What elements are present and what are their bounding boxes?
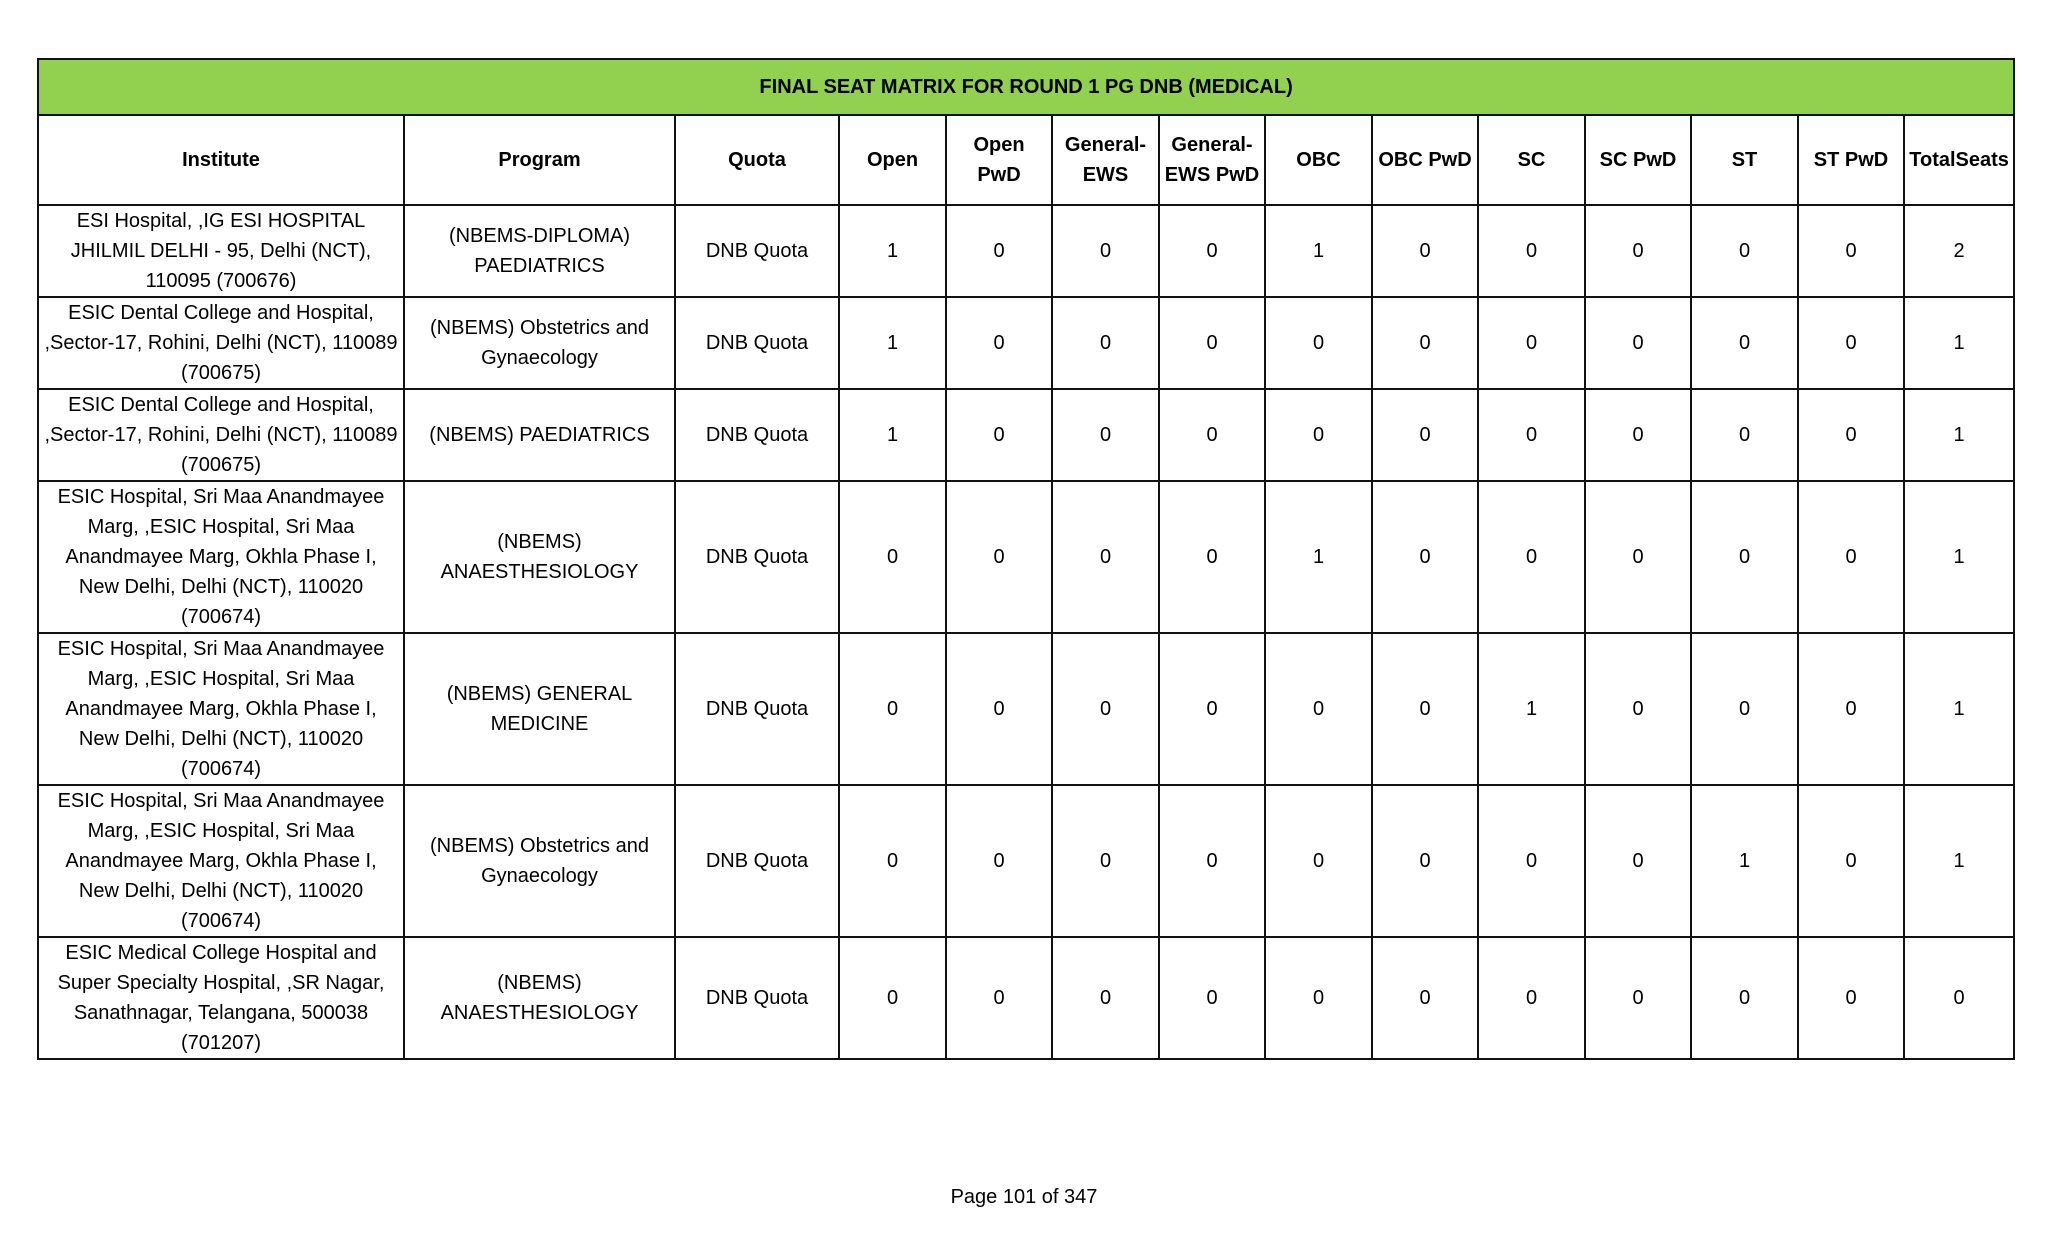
general-ews-pwd-cell: 0 xyxy=(1159,389,1265,481)
col-header-sc-pwd: SC PwD xyxy=(1585,115,1691,205)
obc-pwd-cell: 0 xyxy=(1372,297,1478,389)
general-ews-cell: 0 xyxy=(1052,481,1159,633)
table-row xyxy=(38,633,2014,785)
matrix-title: FINAL SEAT MATRIX FOR ROUND 1 PG DNB (MEDICAL) xyxy=(38,59,2014,115)
st-pwd-cell: 0 xyxy=(1798,205,1904,297)
st-cell: 0 xyxy=(1691,389,1798,481)
open-pwd-cell: 0 xyxy=(946,937,1052,1059)
quota-cell: DNB Quota xyxy=(675,481,839,633)
col-header-quota: Quota xyxy=(675,115,839,205)
open-cell: 0 xyxy=(839,633,946,785)
table-row xyxy=(38,205,2014,297)
sc-pwd-cell: 0 xyxy=(1585,297,1691,389)
total-seats-cell: 1 xyxy=(1904,481,2014,633)
general-ews-pwd-cell: 0 xyxy=(1159,297,1265,389)
open-cell: 0 xyxy=(839,937,946,1059)
obc-pwd-cell: 0 xyxy=(1372,205,1478,297)
sc-pwd-cell: 0 xyxy=(1585,633,1691,785)
institute-cell: ESIC Dental College and Hospital, ,Sector-17, Rohini, Delhi (NCT), 110089 (700675) xyxy=(38,389,404,481)
obc-cell: 1 xyxy=(1265,205,1372,297)
open-pwd-cell: 0 xyxy=(946,633,1052,785)
general-ews-cell: 0 xyxy=(1052,937,1159,1059)
st-pwd-cell: 0 xyxy=(1798,297,1904,389)
open-cell: 0 xyxy=(839,785,946,937)
st-cell: 1 xyxy=(1691,785,1798,937)
total-seats-cell: 1 xyxy=(1904,389,2014,481)
open-cell: 1 xyxy=(839,389,946,481)
program-cell: (NBEMS) Obstetrics and Gynaecology xyxy=(404,297,675,389)
open-pwd-cell: 0 xyxy=(946,785,1052,937)
general-ews-pwd-cell: 0 xyxy=(1159,481,1265,633)
sc-cell: 0 xyxy=(1478,937,1585,1059)
program-cell: (NBEMS) ANAESTHESIOLOGY xyxy=(404,481,675,633)
sc-pwd-cell: 0 xyxy=(1585,785,1691,937)
institute-cell: ESIC Dental College and Hospital, ,Sector-17, Rohini, Delhi (NCT), 110089 (700675) xyxy=(38,297,404,389)
obc-pwd-cell: 0 xyxy=(1372,937,1478,1059)
total-seats-cell: 0 xyxy=(1904,937,2014,1059)
col-header-program: Program xyxy=(404,115,675,205)
col-header-open: Open xyxy=(839,115,946,205)
col-header-open-pwd: Open PwD xyxy=(946,115,1052,205)
quota-cell: DNB Quota xyxy=(675,205,839,297)
st-cell: 0 xyxy=(1691,297,1798,389)
quota-cell: DNB Quota xyxy=(675,785,839,937)
institute-cell: ESIC Hospital, Sri Maa Anandmayee Marg, ,ESIC Hospital, Sri Maa Anandmayee Marg, Okhla Phase I, New Delhi, Delhi (NCT), 110020 (700674) xyxy=(38,785,404,937)
col-header-general-ews: General-EWS xyxy=(1052,115,1159,205)
sc-pwd-cell: 0 xyxy=(1585,937,1691,1059)
general-ews-cell: 0 xyxy=(1052,785,1159,937)
st-cell: 0 xyxy=(1691,633,1798,785)
page-number: Page 101 of 347 xyxy=(950,1186,1098,1208)
total-seats-cell: 2 xyxy=(1904,205,2014,297)
sc-cell: 0 xyxy=(1478,785,1585,937)
table-row xyxy=(38,481,2014,633)
table-row xyxy=(38,389,2014,481)
obc-cell: 0 xyxy=(1265,297,1372,389)
institute-cell: ESIC Hospital, Sri Maa Anandmayee Marg, ,ESIC Hospital, Sri Maa Anandmayee Marg, Okhla Phase I, New Delhi, Delhi (NCT), 110020 (700674) xyxy=(38,633,404,785)
quota-cell: DNB Quota xyxy=(675,297,839,389)
program-cell: (NBEMS) PAEDIATRICS xyxy=(404,389,675,481)
institute-cell: ESIC Hospital, Sri Maa Anandmayee Marg, ,ESIC Hospital, Sri Maa Anandmayee Marg, Okhla Phase I, New Delhi, Delhi (NCT), 110020 (700674) xyxy=(38,481,404,633)
obc-cell: 0 xyxy=(1265,785,1372,937)
seat-matrix-table xyxy=(37,58,2015,1060)
quota-cell: DNB Quota xyxy=(675,389,839,481)
sc-cell: 0 xyxy=(1478,205,1585,297)
total-seats-cell: 1 xyxy=(1904,633,2014,785)
quota-cell: DNB Quota xyxy=(675,937,839,1059)
col-header-total-seats: TotalSeats xyxy=(1904,115,2014,205)
open-pwd-cell: 0 xyxy=(946,389,1052,481)
obc-pwd-cell: 0 xyxy=(1372,785,1478,937)
obc-cell: 0 xyxy=(1265,389,1372,481)
general-ews-cell: 0 xyxy=(1052,205,1159,297)
program-cell: (NBEMS) GENERAL MEDICINE xyxy=(404,633,675,785)
sc-cell: 0 xyxy=(1478,297,1585,389)
quota-cell: DNB Quota xyxy=(675,633,839,785)
obc-cell: 0 xyxy=(1265,633,1372,785)
total-seats-cell: 1 xyxy=(1904,297,2014,389)
col-header-sc: SC xyxy=(1478,115,1585,205)
st-pwd-cell: 0 xyxy=(1798,785,1904,937)
col-header-institute: Institute xyxy=(38,115,404,205)
program-cell: (NBEMS-DIPLOMA) PAEDIATRICS xyxy=(404,205,675,297)
header-row xyxy=(38,115,2014,205)
general-ews-pwd-cell: 0 xyxy=(1159,633,1265,785)
general-ews-cell: 0 xyxy=(1052,633,1159,785)
obc-cell: 0 xyxy=(1265,937,1372,1059)
obc-pwd-cell: 0 xyxy=(1372,389,1478,481)
st-pwd-cell: 0 xyxy=(1798,937,1904,1059)
general-ews-cell: 0 xyxy=(1052,389,1159,481)
matrix-body xyxy=(38,205,2014,1059)
st-cell: 0 xyxy=(1691,937,1798,1059)
col-header-st-pwd: ST PwD xyxy=(1798,115,1904,205)
institute-cell: ESI Hospital, ,IG ESI HOSPITAL JHILMIL DELHI - 95, Delhi (NCT), 110095 (700676) xyxy=(38,205,404,297)
sc-cell: 0 xyxy=(1478,389,1585,481)
program-cell: (NBEMS) Obstetrics and Gynaecology xyxy=(404,785,675,937)
seat-matrix-sheet xyxy=(37,58,2013,1060)
col-header-obc-pwd: OBC PwD xyxy=(1372,115,1478,205)
st-pwd-cell: 0 xyxy=(1798,633,1904,785)
st-cell: 0 xyxy=(1691,205,1798,297)
program-cell: (NBEMS) ANAESTHESIOLOGY xyxy=(404,937,675,1059)
sc-cell: 1 xyxy=(1478,633,1585,785)
st-pwd-cell: 0 xyxy=(1798,481,1904,633)
obc-pwd-cell: 0 xyxy=(1372,481,1478,633)
open-pwd-cell: 0 xyxy=(946,481,1052,633)
obc-cell: 1 xyxy=(1265,481,1372,633)
general-ews-pwd-cell: 0 xyxy=(1159,785,1265,937)
table-row xyxy=(38,297,2014,389)
sc-pwd-cell: 0 xyxy=(1585,389,1691,481)
col-header-general-ews-pwd: General-EWS PwD xyxy=(1159,115,1265,205)
table-row xyxy=(38,937,2014,1059)
sc-pwd-cell: 0 xyxy=(1585,205,1691,297)
st-cell: 0 xyxy=(1691,481,1798,633)
open-cell: 0 xyxy=(839,481,946,633)
sc-pwd-cell: 0 xyxy=(1585,481,1691,633)
general-ews-pwd-cell: 0 xyxy=(1159,205,1265,297)
general-ews-pwd-cell: 0 xyxy=(1159,937,1265,1059)
general-ews-cell: 0 xyxy=(1052,297,1159,389)
sc-cell: 0 xyxy=(1478,481,1585,633)
open-pwd-cell: 0 xyxy=(946,297,1052,389)
table-row xyxy=(38,785,2014,937)
total-seats-cell: 1 xyxy=(1904,785,2014,937)
open-cell: 1 xyxy=(839,205,946,297)
col-header-obc: OBC xyxy=(1265,115,1372,205)
open-cell: 1 xyxy=(839,297,946,389)
col-header-st: ST xyxy=(1691,115,1798,205)
institute-cell: ESIC Medical College Hospital and Super Specialty Hospital, ,SR Nagar, Sanathnagar, Telangana, 500038 (701207) xyxy=(38,937,404,1059)
open-pwd-cell: 0 xyxy=(946,205,1052,297)
obc-pwd-cell: 0 xyxy=(1372,633,1478,785)
st-pwd-cell: 0 xyxy=(1798,389,1904,481)
